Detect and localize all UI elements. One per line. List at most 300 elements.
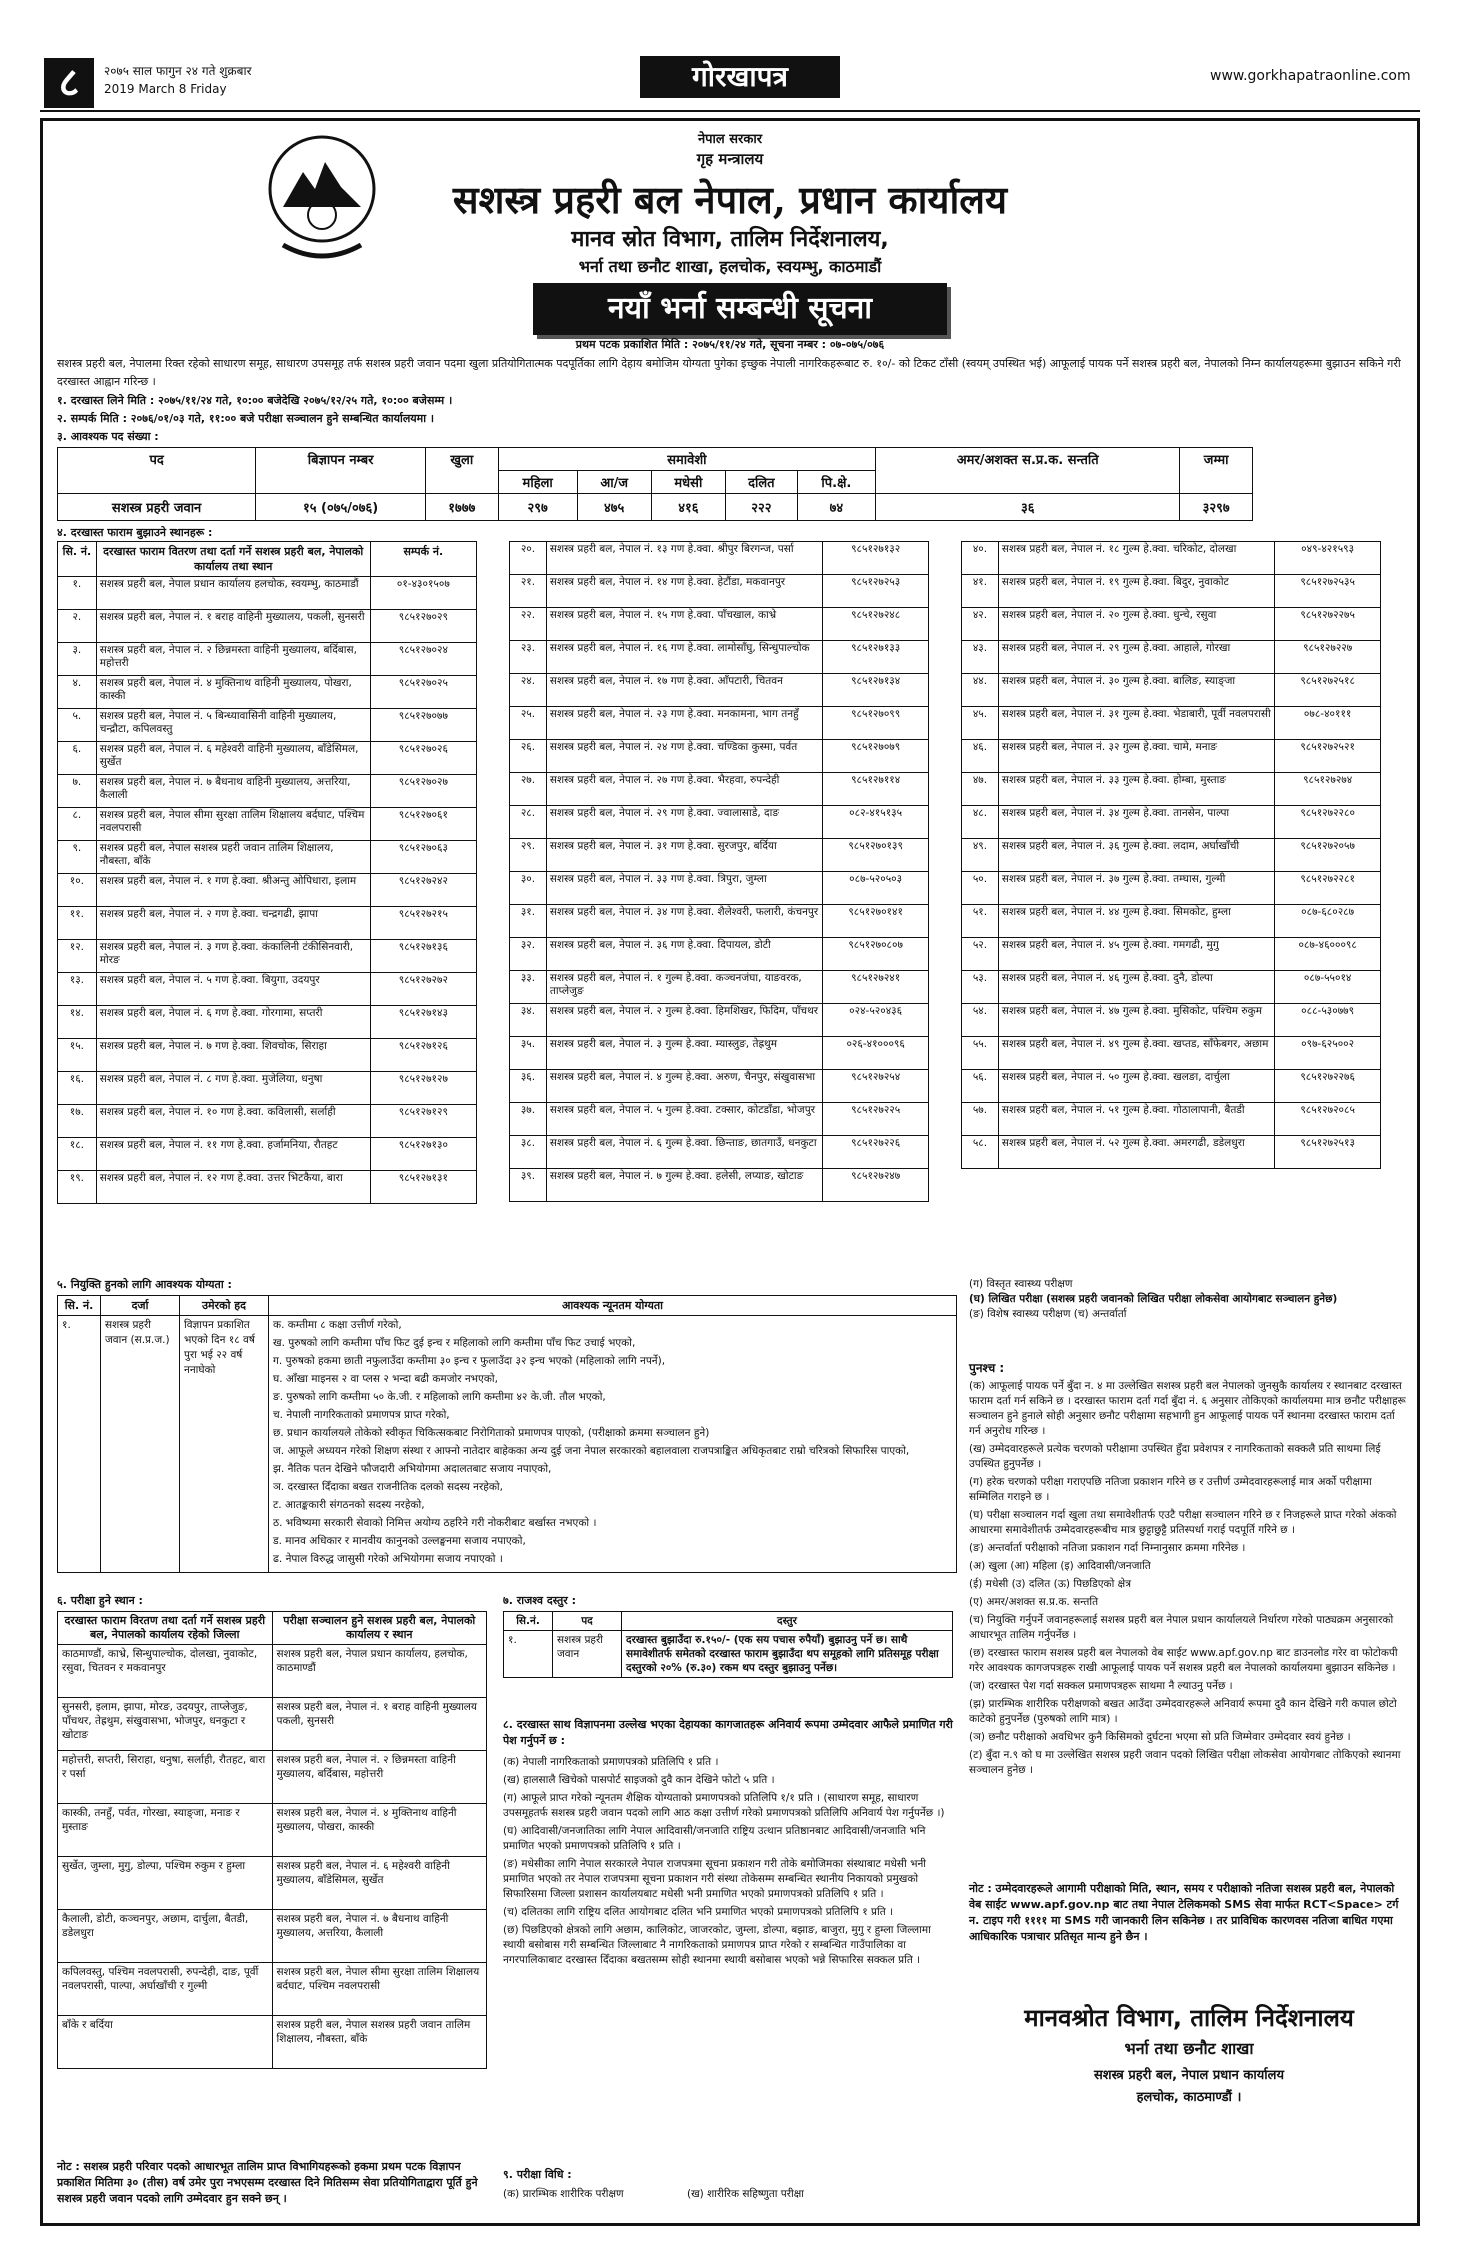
table-cell: ४१६ [651,494,725,521]
table-header: सि. नं. [58,542,97,577]
table-row [510,905,929,938]
row-number: २८. [510,806,547,839]
row-number: ३५. [510,1037,547,1070]
document-list [503,1755,953,1971]
contact-number: ९८५१२७१३३ [823,641,929,674]
row-number: ९. [58,841,97,874]
office-list-table-1 [57,541,477,1204]
row-number: १४. [58,1006,97,1039]
row-number: १६. [58,1072,97,1105]
note-results: नोट : उम्मेदवारहरूले आगामी परीक्षाको मिति, स्थान, समय र परीक्षाको नतिजा सशस्त्र प्रहरी बल, नेपालको वेब साईट www.apf.gov.np बाट तथा नेपाल टेलिकमको SMS सेवा मार्फत RCT<Space> टर्ग न. टाइप गरी ११११ मा SMS गरी जानकारी लिन सकिनेछ । तर प्राविधिक कारणवस नतिजा बाधित गएमा आधिकारिक पत्राचार प्रतिसृत मान्य हुने छैन । [969,1882,1399,1943]
note-family-post: नोट : सशस्त्र प्रहरी परिवार पदको आधारभूत तालिम प्राप्त विभागियहरूको हकमा प्रथम पटक विज्ञापन प्रकाशित मितिमा ३० (तीस) वर्ष उमेर पुरा नभएसम्म दरखास्त दिने मितिसम्म सेवा प्रतियोगिताद्वारा पूर्ति हुने सशस्त्र प्रहरी जवान पदको लागि उम्मेदवार हुन सक्ने छन् । [57,2160,478,2205]
postscript-item: (ए) अमर/अशक्त स.प्र.क. सन्तति [969,1596,1099,1608]
office-address: सशस्त्र प्रहरी बल, नेपाल नं. १४ गण हे.क्वा. हेटौंडा, मकवानपुर [546,575,822,608]
contact-number: ९८५१२७१३१ [370,1171,476,1204]
table-row [510,872,929,905]
section-heading-documents: ८. दरखास्त साथ विज्ञापनमा उल्लेख भएका देहायका कागजातहरू अनिवार्य रूपमा उम्मेदवार आफैले प्रमाणित गरी पेश गर्नुपर्ने छ : [503,1718,953,1747]
office-address: सशस्त्र प्रहरी बल, नेपाल नं. १ गुल्म हे.क्वा. कञ्चनजंघा, याङवरक, ताप्लेजुङ [546,971,822,1004]
table-row [58,1039,477,1072]
organization-title: सशस्त्र प्रहरी बल नेपाल, प्रधान कार्यालय [452,177,1008,222]
contact-number: ९८५१२७०९९ [823,707,929,740]
table-row [58,2016,487,2069]
table-row [962,938,1381,971]
office-address: सशस्त्र प्रहरी बल, नेपाल नं. ४५ गुल्म हे.क्वा. गमगढी, मुगु [998,938,1274,971]
row-number: २९. [510,839,547,872]
qualification-item: ख. पुरुषको लागि कम्तीमा पाँच फिट दुई इन्च र महिलाको लागि कम्तीमा पाँच फिट उचाई भएको, [273,1337,636,1349]
office-address: सशस्त्र प्रहरी बल, नेपाल नं. १२ गण हे.क्वा. उत्तर भिटकैया, बारा [96,1171,370,1204]
post-count-table [57,447,1253,521]
office-address: सशस्त्र प्रहरी बल, नेपाल नं. ४६ गुल्म हे.क्वा. दुनै, डोल्पा [998,971,1274,1004]
table-row [510,674,929,707]
qualification-item: झ. नैतिक पतन देखिने फौजदारी अभियोगमा अदालतबाट सजाय नपाएको, [273,1463,552,1475]
contact-number: ९८५१२७०१३९ [823,839,929,872]
row-number: २३. [510,641,547,674]
postscript-item: (क) आफूलाई पायक पर्ने बुँदा न. ४ मा उल्लेखित सशस्त्र प्रहरी बल नेपालको जुनसुकै कार्यालय र स्थानबाट दरखास्त फाराम दर्ता गर्न सकिने छ । दरखास्त फाराम दर्ता गर्दा बुँदा नं. ६ अनुसार तोकिएको कार्यालयमा मात्र छनौट परीक्षाहरू सञ्चालन हुने हुनाले सोही अनुसार छनौट परीक्षामा सहभागी हुन आफूलाई पायक पर्ने स्थानमा दरखास्त फाराम दर्ता गर्न अनुरोध गरिन्छ । [969,1380,1406,1437]
office-address: सशस्त्र प्रहरी बल, नेपाल नं. ४४ गुल्म हे.क्वा. सिमकोट, हुम्ला [998,905,1274,938]
postscript-item: (च) नियुक्ति गर्नुपर्ने जवानहरूलाई सशस्त्र प्रहरी बल नेपाल प्रधान कार्यालयले निर्धारण गरेको पाठ्यक्रम अनुसारको आधारभूत तालिम गर्नुपर्नेछ । [969,1614,1394,1641]
table-cell: २२२ [726,494,798,521]
qualification-item: ग. पुरुषको हकमा छाती नफुलाउँदा कम्तीमा ३० इन्च र फुलाउँदा ३२ इन्च भएको (महिलाको लागि नपर्ने), [273,1355,666,1367]
table-row [58,940,477,973]
office-address: सशस्त्र प्रहरी बल, नेपाल नं. १७ गण हे.क्वा. आँपटारी, चितवन [546,674,822,707]
contact-number: ९८५१२७१२९ [370,1105,476,1138]
table-row [58,1645,487,1698]
table-row [58,494,1253,521]
contact-number: ९८५१२७२२५ [823,1103,929,1136]
office-address: सशस्त्र प्रहरी बल, नेपाल नं. ३२ गुल्म हे.क्वा. चामे, मनाङ [998,740,1274,773]
office-address: सशस्त्र प्रहरी बल, नेपाल नं. ३१ गुल्म हे.क्वा. भेडाबारी, पूर्वी नवलपरासी [998,707,1274,740]
row-number: ३९. [510,1169,547,1202]
office-address: सशस्त्र प्रहरी बल, नेपाल नं. ५ गण हे.क्वा. बियुगा, उदयपुर [96,973,370,1006]
contact-number: ९८५१२७२४८ [823,608,929,641]
postscript-item: (ङ) अन्तर्वार्ता परीक्षाको नतिजा प्रकाशन गर्दा निम्नानुसार क्रममा गरिनेछ । [969,1542,1246,1554]
table-row [58,742,477,775]
row-number: ५१. [962,905,999,938]
exam-method-item: (ग) विस्तृत स्वास्थ्य परीक्षण [969,1278,1073,1290]
table-row [58,841,477,874]
contact-number: ९८५१२७०२५ [370,676,476,709]
qualification-item: घ. आँखा माइनस २ वा प्लस २ भन्दा बढी कमजोर नभएको, [273,1373,498,1385]
office-address: सशस्त्र प्रहरी बल, नेपाल नं. ६ महेश्वरी वाहिनी मुख्यालय, बाँडेसिमल, सुर्खेत [96,742,370,775]
table-row [58,610,477,643]
office-address: सशस्त्र प्रहरी बल, नेपाल नं. १० गण हे.क्वा. कविलासी, सर्लाही [96,1105,370,1138]
row-number: ३३. [510,971,547,1004]
signature-section: भर्ना तथा छनौट शाखा [1124,2039,1254,2058]
postscript-item: (अ) खुला (आ) महिला (इ) आदिवासी/जनजाति [969,1560,1151,1572]
office-address: सशस्त्र प्रहरी बल, नेपाल नं. ३ गुल्म हे.क्वा. म्यास्लुङ, तेह्रथुम [546,1037,822,1070]
table-row [58,1804,487,1857]
exam-office: सशस्त्र प्रहरी बल, नेपाल प्रधान कार्यालय, हलचोक, काठमाण्डौं [272,1645,487,1698]
postscript-item: (घ) परीक्षा सञ्चालन गर्दा खुला तथा समावेशीतर्फ एउटै परीक्षा सञ्चालन गरिने छ र निजहरूले प्राप्त गरेको अंकको आधारमा समावेशीतर्फ उम्मेदवारहरूबीच मात्र छुट्टाछुट्टै प्रतिस्पर्धा गराई पदपूर्ति गरिने छ । [969,1509,1397,1536]
table-row [58,577,477,610]
row-number: १५. [58,1039,97,1072]
table-row [510,1070,929,1103]
exam-method-item: (क) प्रारम्भिक शारीरिक परीक्षण [503,2188,624,2200]
publication-info: प्रथम पटक प्रकाशित मिति : २०७५/११/२४ गते, सूचना नम्बर : ०७-०७५/०७६ [575,338,885,351]
document-item: (ग) आफूले प्राप्त गरेको न्यूनतम शैक्षिक योग्यताको प्रमाणपत्रको प्रतिलिपि १/१ प्रति । (साधारण समूह, साधारण उपसमूहतर्फ सशस्त्र प्रहरी जवान पदको लागि आठ कक्षा उत्तीर्ण गरेको प्रमाणपत्रको प्रतिलिपि अनिवार्य पेश गर्नुपर्नेछ ।) [503,1792,945,1819]
contact-number: ९८५१२७१४३ [370,1006,476,1039]
row-number: ३७. [510,1103,547,1136]
exam-method-list [503,2187,804,2201]
row-number: ४७. [962,773,999,806]
page-number: ८ [44,58,94,108]
table-subheader: महिला [498,471,577,494]
office-address: सशस्त्र प्रहरी बल, नेपाल नं. ५० गुल्म हे.क्वा. खलङा, दार्चुला [998,1070,1274,1103]
table-subheader: पि.क्षे. [797,471,876,494]
table-cell: दरखास्त बुझाउँदा रु.१५०/- (एक सय पचास रुपैयाँ) बुझाउनु पर्ने छ। साथै समावेशीतर्फ समेतको दरखास्त फाराम बुझाउँदा थप समूहको लागि प्रतिसमूह परीक्षा दस्तुरको २०% (रु.३०) रकम थप दस्तुर बुझाउनु पर्नेछ। [622,1631,953,1678]
table-row [58,1138,477,1171]
section-heading-qualifications: ५. नियुक्ति हुनको लागि आवश्यक योग्यता : [57,1278,232,1291]
office-address: सशस्त्र प्रहरी बल, नेपाल नं. २ गण हे.क्वा. चन्द्रगढी, झापा [96,907,370,940]
table-cell: २९७ [498,494,577,521]
row-number: १. [58,577,97,610]
table-header: अमर/अशक्त स.प्र.क. सन्तति [876,448,1180,494]
table-row [962,1136,1381,1169]
table-row [962,806,1381,839]
table-row [58,676,477,709]
table-row [510,575,929,608]
exam-office: सशस्त्र प्रहरी बल, नेपाल नं. २ छिन्नमस्ता वाहिनी मुख्यालय, बर्दिबास, महोत्तरी [272,1751,487,1804]
row-number: ४६. [962,740,999,773]
table-row [510,641,929,674]
contact-number: ९८५१२७२०८५ [1275,1103,1381,1136]
office-address: सशस्त्र प्रहरी बल, नेपाल नं. ४ गुल्म हे.क्वा. अरुण, चैनपुर, संखुवासभा [546,1070,822,1103]
contact-number: ९८५१२७०६३ [370,841,476,874]
exam-office: सशस्त्र प्रहरी बल, नेपाल नं. ७ बैधनाथ वाहिनी मुख्यालय, अत्तरिया, कैलाली [272,1910,487,1963]
contact-number: ९८५१२७०८०७ [823,938,929,971]
row-number: २६. [510,740,547,773]
table-row [504,1631,953,1678]
postscript-item: (ट) बुँदा न.९ को घ मा उल्लेखित सशस्त्र प्रहरी जवान पदको लिखित परीक्षा लोकसेवा आयोगबाट तोकिएको स्थानमा सञ्चालन हुनेछ । [969,1749,1401,1776]
contact-number: ९८५१२७२२६ [823,1136,929,1169]
office-address: सशस्त्र प्रहरी बल, नेपाल नं. ६ गण हे.क्वा. गोरगामा, सप्तरी [96,1006,370,1039]
exam-method-continued [969,1277,1409,1322]
row-number: ३६. [510,1070,547,1103]
row-number: २. [58,610,97,643]
postscript-item: (ञ) छनौट परीक्षाको अवधिभर कुनै किसिमको दुर्घटना भएमा सो प्रति जिम्मेवार उम्मेदवार स्वयं हुनेछ । [969,1731,1351,1743]
postscript-item: (ई) मधेसी (उ) दलित (ऊ) पिछडिएको क्षेत्र [969,1578,1132,1590]
exam-office: सशस्त्र प्रहरी बल, नेपाल सशस्त्र प्रहरी जवान तालिम शिक्षालय, नौबस्ता, बाँके [272,2016,487,2069]
ministry-title: गृह मन्त्रालय [696,150,764,168]
row-number: ६. [58,742,97,775]
date-english: 2019 March 8 Friday [104,82,227,96]
table-row [510,773,929,806]
qualification-item: ञ. दरखास्त दिँदाका बखत राजनीतिक दलको सदस्य नरहेको, [273,1481,503,1493]
table-row [58,1072,477,1105]
table-cell: ३२९७ [1180,494,1253,521]
office-address: सशस्त्र प्रहरी बल, नेपाल नं. ७ गण हे.क्वा. शिवचोक, सिराहा [96,1039,370,1072]
intro-paragraph: सशस्त्र प्रहरी बल, नेपालमा रिक्त रहेको साधारण समूह, साधारण उपसमूह तर्फ सशस्त्र प्रहरी जवान पदमा खुला प्रतियोगितात्मक पदपूर्तिका लागि देहाय बमोजिम योग्यता पुगेका इच्छुक नेपाली नागरिकहरूबाट रु. १०/- को टिकट टाँसी (स्वयम् उपस्थित भई) आफूलाई पायक पर्ने सशस्त्र प्रहरी बल, नेपालको निम्न कार्यालयहरूमा बुझाउन सकिने गरी दरखास्त आह्वान गरिन्छ । [57,357,1401,388]
office-address: सशस्त्र प्रहरी बल, नेपाल नं. ४७ गुल्म हे.क्वा. मुसिकोट, पश्चिम रुकुम [998,1004,1274,1037]
qualification-table [57,1295,957,1573]
contact-number: ९८५१२७०१४१ [823,905,929,938]
document-item: (ङ) मधेसीका लागि नेपाल सरकारले नेपाल राजपत्रमा सूचना प्रकाशन गरी तोके बमोजिमका संस्थाबाट मधेसी भनी प्रमाणित भएको तर नेपाल राजपत्रमा सूचना प्रकाशन गरी संस्था तोकेसम्म सम्बन्धित स्थानीय निकायको प्रमुखको सिफारिसमा जिल्ला प्रशासन कार्यालयबाट मधेसी भनी प्रमाणित भएको प्रमाणपत्रको प्रतिलिपि १ प्रति । [503,1858,927,1900]
contact-number: ९८५१२७०७९ [823,740,929,773]
table-row [58,1105,477,1138]
contact-number: ९८५१२७०२६ [370,742,476,775]
row-number: १०. [58,874,97,907]
table-header: दस्तुर [622,1612,953,1631]
postscript-item: (झ) प्रारम्भिक शारीरिक परीक्षणको बखत आउँदा उम्मेदवारहरूले अनिवार्य रूपमा दुवै कान देखिने गरी कपाल छोटो काटेको हुनुपर्नेछ (पुरुषको लागि मात्र) । [969,1698,1397,1725]
row-number: २५. [510,707,547,740]
table-row [58,1171,477,1204]
office-address: सशस्त्र प्रहरी बल, नेपाल नं. ५ गुल्म हे.क्वा. टक्सार, कोटडाँडा, भोजपुर [546,1103,822,1136]
contact-number: ९८५१२७२२७५ [1275,608,1381,641]
table-row [962,674,1381,707]
contact-number: ९८५१२७१२७ [370,1072,476,1105]
office-address: सशस्त्र प्रहरी बल, नेपाल नं. ३४ गण हे.क्वा. शैलेश्वरी, फलारी, कंचनपुर [546,905,822,938]
district-list: कपिलवस्तु, पश्चिम नवलपरासी, रुपन्देही, दाङ, पूर्वी नवलपरासी, पाल्पा, अर्घाखाँची र गुल्मी [58,1963,273,2016]
table-row [962,1037,1381,1070]
office-address: सशस्त्र प्रहरी बल, नेपाल नं. ३० गुल्म हे.क्वा. बालिङ, स्याङ्जा [998,674,1274,707]
office-address: सशस्त्र प्रहरी बल, नेपाल नं. १ गण हे.क्वा. श्रीअन्तु ओपिधारा, इलाम [96,874,370,907]
office-list-table-2 [509,541,929,1202]
office-address: सशस्त्र प्रहरी बल, नेपाल प्रधान कार्यालय हलचोक, स्वयम्भु, काठमाडौं [96,577,370,610]
qualification-item: ठ. भविष्यमा सरकारी सेवाको निमित्त अयोग्य ठहरिने गरी नोकरीबाट बर्खास्त नभएको । [273,1517,597,1529]
row-number: ३१. [510,905,547,938]
office-address: सशस्त्र प्रहरी बल, नेपाल नं. २ छिन्नमस्ता वाहिनी मुख्यालय, बर्दिबास, महोत्तरी [96,643,370,676]
district-list: सुर्खेत, जुम्ला, मुगु, डोल्पा, पश्चिम रुकुम र हुम्ला [58,1857,273,1910]
row-number: ३८. [510,1136,547,1169]
district-list: महोत्तरी, सप्तरी, सिराहा, धनुषा, सर्लाही, रौतहट, बारा र पर्सा [58,1751,273,1804]
section-heading-offices: ४. दरखास्त फाराम बुझाउने स्थानहरू : [57,526,213,539]
qualification-list [269,1316,957,1573]
contact-number: ९८५१२७१३० [370,1138,476,1171]
table-cell: सशस्त्र प्रहरी जवान [553,1631,622,1678]
table-row [962,905,1381,938]
row-number: ५२. [962,938,999,971]
office-address: सशस्त्र प्रहरी बल, नेपाल नं. ३ गण हे.क्वा. कंकालिनी टंकीसिनवारी, मोरङ [96,940,370,973]
row-number: ५८. [962,1136,999,1169]
exam-office: सशस्त्र प्रहरी बल, नेपाल सीमा सुरक्षा तालिम शिक्षालय बर्दघाट, पश्चिम नवलपरासी [272,1963,487,2016]
district-list: काठमाण्डौं, काभ्रे, सिन्धुपाल्चोक, दोलखा, नुवाकोट, रसुवा, चितवन र मकवानपुर [58,1645,273,1698]
office-address: सशस्त्र प्रहरी बल, नेपाल नं. ४ मुक्तिनाथ वाहिनी मुख्यालय, पोखरा, कास्की [96,676,370,709]
header-divider [40,110,1420,112]
contact-number: ९८५१२७१३६ [370,940,476,973]
row-number: ४९. [962,839,999,872]
office-address: सशस्त्र प्रहरी बल, नेपाल नं. २९ गण हे.क्वा. ज्वालासाडे, दाङ [546,806,822,839]
newspaper-name: गोरखापत्र [640,56,840,98]
contact-number: ०९७-६२५००२ [1275,1037,1381,1070]
office-address: सशस्त्र प्रहरी बल, नेपाल नं. ३१ गण हे.क्वा. सुरजपुर, बर्दिया [546,839,822,872]
fee-table [503,1611,953,1678]
contact-number: ९८५१२७०२९ [370,610,476,643]
exam-method-item: (घ) लिखित परीक्षा (सशस्त्र प्रहरी जवानको लिखित परीक्षा लोकसेवा आयोगबाट सञ्चालन हुनेछ) [969,1293,1338,1305]
contact-number: ९८५१२७१३४ [823,674,929,707]
row-number: ४. [58,676,97,709]
contact-number: ९८५१२७०६१ [370,808,476,841]
contact-number: ०७८-४०१११ [1275,707,1381,740]
contact-number: ९८५१२७२२८० [1275,806,1381,839]
row-number: ४८. [962,806,999,839]
contact-number: ९८५१२७२५१८ [1275,674,1381,707]
row-number: ३४. [510,1004,547,1037]
office-address: सशस्त्र प्रहरी बल, नेपाल नं. ६ गुल्म हे.क्वा. छिन्ताङ, छातगाउँ, धनकुटा [546,1136,822,1169]
row-number: १९. [58,1171,97,1204]
row-number: ४१. [962,575,999,608]
contact-number: ९८५१२७१३२ [823,542,929,575]
contact-number: ९८५१२७२४१ [823,971,929,1004]
table-cell: १. [504,1631,553,1678]
table-row [58,1857,487,1910]
contact-number: ०८७-४६०००९८ [1275,938,1381,971]
row-number: ५०. [962,872,999,905]
table-row [58,1963,487,2016]
office-address: सशस्त्र प्रहरी बल, नेपाल नं. ५२ गुल्म हे.क्वा. अमरगढी, डडेलधुरा [998,1136,1274,1169]
district-list: सुनसरी, इलाम, झापा, मोरङ, उदयपुर, ताप्लेजुङ, पाँचथर, तेह्रथुम, संखुवासभा, भोजपुर, धनकुटा र खोटाङ [58,1698,273,1751]
application-date: १. दरखास्त लिने मिति : २०७५/११/२४ गते, १०:०० बजेदेखि २०७५/१२/२५ गते, १०:०० बजेसम्म । [57,394,453,407]
table-row [58,1751,487,1804]
exam-venue-table [57,1611,487,2069]
office-address: सशस्त्र प्रहरी बल, नेपाल नं. १६ गण हे.क्वा. लामोसाँघु, सिन्धुपाल्चोक [546,641,822,674]
office-address: सशस्त्र प्रहरी बल, नेपाल नं. ५१ गुल्म हे.क्वा. गोठालापानी, बैतडी [998,1103,1274,1136]
row-number: ५६. [962,1070,999,1103]
website-url[interactable]: www.gorkhapatraonline.com [1210,68,1411,84]
table-header: उमेरको हद [180,1296,269,1316]
postscript-item: (ज) दरखास्त पेश गर्दा सक्कल प्रमाणपत्रहरू साथमा नै ल्याउनु पर्नेछ । [969,1680,1233,1692]
notice-banner: नयाँ भर्ना सम्बन्धी सूचना [533,283,947,335]
row-number: ७. [58,775,97,808]
row-number: २१. [510,575,547,608]
row-number: ३. [58,643,97,676]
table-row [510,806,929,839]
section-heading-posts: ३. आवश्यक पद संख्या : [57,430,159,443]
office-address: सशस्त्र प्रहरी बल, नेपाल नं. ३४ गुल्म हे.क्वा. तानसेन, पाल्पा [998,806,1274,839]
table-header: दरखास्त फाराम विरतण तथा दर्ता गर्ने सशस्त्र प्रहरी बल, नेपालको कार्यालय रहेको जिल्ला [58,1612,273,1645]
section-heading-fee: ७. राजश्व दस्तुर : [503,1594,576,1607]
district-list: कास्की, तनहुँ, पर्वत, गोरखा, स्याङ्जा, मनाङ र मुस्ताङ [58,1804,273,1857]
district-list: कैलाली, डोटी, कञ्चनपुर, अछाम, दार्चुला, बैतडी, डडेलधुरा [58,1910,273,1963]
table-row [58,907,477,940]
table-row [962,575,1381,608]
qualification-item: छ. प्रधान कार्यालयले तोकेको स्वीकृत चिकित्सकबाट निरोगिताको प्रमाणपत्र पाएको, (परीक्षाको क्रममा सञ्चालन हुने) [273,1427,710,1439]
row-number: ११. [58,907,97,940]
table-header: सि.नं. [504,1612,553,1631]
document-item: (च) दलितका लागि राष्ट्रिय दलित आयोगबाट दलित भनि प्रमाणित भएको प्रमाणपत्रको प्रतिलिपि १ प्रति । [503,1906,894,1918]
row-number: ४०. [962,542,999,575]
table-header: पद [553,1612,622,1631]
row-number: १३. [58,973,97,1006]
office-address: सशस्त्र प्रहरी बल, नेपाल नं. ५ बिन्ध्यावासिनी वाहिनी मुख्यालय, चन्द्रौटा, कपिलवस्तु [96,709,370,742]
table-header: आवश्यक न्यूनतम योग्यता [269,1296,957,1316]
exam-office: सशस्त्र प्रहरी बल, नेपाल नं. ६ महेश्वरी वाहिनी मुख्यालय, बाँडेसिमल, सुर्खेत [272,1857,487,1910]
postscript-list [969,1379,1409,1781]
contact-number: ९८५१२७२५२१ [1275,740,1381,773]
office-address: सशस्त्र प्रहरी बल, नेपाल सीमा सुरक्षा तालिम शिक्षालय बर्दघाट, पश्चिम नवलपरासी [96,808,370,841]
office-address: सशस्त्र प्रहरी बल, नेपाल नं. १९ गुल्म हे.क्वा. बिदुर, नुवाकोट [998,575,1274,608]
contact-number: ०८७-५५०१४ [1275,971,1381,1004]
table-row [58,874,477,907]
table-row [58,709,477,742]
contact-number: ९८५१२७२७४ [1275,773,1381,806]
government-title: नेपाल सरकार [697,132,763,147]
qualification-item: ङ. पुरुषको लागि कम्तीमा ५० के.जी. र महिलाको लागि कम्तीमा ४२ के.जी. तौल भएको, [273,1391,606,1403]
table-subheader: दलित [726,471,798,494]
row-number: ४३. [962,641,999,674]
row-number: २७. [510,773,547,806]
contact-number: ९८५१२७११४ [823,773,929,806]
row-number: १७. [58,1105,97,1138]
contact-number: ९८५१२७२०५७ [1275,839,1381,872]
table-cell: १५ (०७५/०७६) [256,494,426,521]
table-row [58,1316,957,1573]
table-cell: ७४ [797,494,876,521]
row-number: ८. [58,808,97,841]
document-item: (क) नेपाली नागरिकताको प्रमाणपत्रको प्रतिलिपि १ प्रति । [503,1756,719,1768]
table-header: समावेशी [498,448,875,471]
qualification-item: ड. मानव अधिकार र मानवीय कानुनको उल्लङ्घनमा सजाय नपाएको, [273,1535,526,1547]
table-header: जम्मा [1180,448,1253,494]
qualification-item: ढ. नेपाल विरुद्ध जासुसी गरेको अभियोगमा सजाय नपाएको । [273,1553,503,1565]
office-list-table-3 [961,541,1381,1169]
row-number: ३०. [510,872,547,905]
table-row [510,1004,929,1037]
row-number: ४२. [962,608,999,641]
table-header: पद [58,448,256,494]
contact-number: ०८७-६८०२८७ [1275,905,1381,938]
office-address: सशस्त्र प्रहरी बल, नेपाल नं. ३७ गुल्म हे.क्वा. तम्घास, गुल्मी [998,872,1274,905]
row-number: ५. [58,709,97,742]
table-row [510,608,929,641]
table-row [962,542,1381,575]
row-number: ४४. [962,674,999,707]
table-row [510,707,929,740]
exam-office: सशस्त्र प्रहरी बल, नेपाल नं. १ बराह वाहिनी मुख्यालय पकली, सुनसरी [272,1698,487,1751]
contact-number: ९८५१२७०२४ [370,643,476,676]
table-cell: १७७७ [426,494,499,521]
office-address: सशस्त्र प्रहरी बल, नेपाल नं. २४ गण हे.क्वा. चण्डिका कुस्मा, पर्वत [546,740,822,773]
table-row [510,740,929,773]
table-row [962,1070,1381,1103]
row-number: ५५. [962,1037,999,1070]
contact-number: ९८५१२७२५४ [823,1070,929,1103]
row-number: ४५. [962,707,999,740]
postscript-item: (ग) हरेक चरणको परीक्षा गराएपछि नतिजा प्रकाशन गरिने छ र उत्तीर्ण उम्मेदवारहरूलाई मात्र अर्को परीक्षामा सम्मिलित गराइने छ । [969,1476,1372,1503]
contact-number: ९८५१२७०७७ [370,709,476,742]
contact-number: ९८५१२७२४७ [823,1169,929,1202]
table-header: दर्जा [101,1296,180,1316]
signature-location: हलचोक, काठमाण्डौं । [1136,2090,1242,2105]
table-row [510,839,929,872]
office-address: सशस्त्र प्रहरी बल, नेपाल नं. १ बराह वाहिनी मुख्यालय, पकली, सुनसरी [96,610,370,643]
row-number: २०. [510,542,547,575]
table-cell: सशस्त्र प्रहरी जवान (स.प्र.ज.) [101,1316,180,1573]
row-number: १८. [58,1138,97,1171]
table-row [962,707,1381,740]
contact-number: ०२६-४१०००९६ [823,1037,929,1070]
postscript-item: (ख) उम्मेदवारहरूले प्रत्येक चरणको परीक्षामा उपस्थित हुँदा प्रवेशपत्र र नागरिकताको सक्कलै प्रति साथमा लिई उपस्थित हुनुपर्नेछ । [969,1443,1381,1470]
row-number: १२. [58,940,97,973]
office-address: सशस्त्र प्रहरी बल, नेपाल नं. ७ गुल्म हे.क्वा. हलेसी, लप्याङ, खोटाङ [546,1169,822,1202]
table-header: दरखास्त फाराम वितरण तथा दर्ता गर्ने सशस्त्र प्रहरी बल, नेपालको कार्यालय तथा स्थान [96,542,370,577]
table-row [510,1136,929,1169]
contact-number: ०८८-५३०७७९ [1275,1004,1381,1037]
qualification-item: च. नेपाली नागरिकताको प्रमाणपत्र प्राप्त गरेको, [273,1409,450,1421]
table-cell: सशस्त्र प्रहरी जवान [58,494,256,521]
office-address: सशस्त्र प्रहरी बल, नेपाल नं. १३ गण हे.क्वा. श्रीपुर बिरगन्ज, पर्सा [546,542,822,575]
signature-office: सशस्त्र प्रहरी बल, नेपाल प्रधान कार्यालय [1093,2068,1285,2083]
table-row [58,1698,487,1751]
table-row [510,1103,929,1136]
contact-number: ०८२-४१५१३५ [823,806,929,839]
table-header: परीक्षा सञ्चालन हुने सशस्त्र प्रहरी बल, नेपालको कार्यालय र स्थान [272,1612,487,1645]
row-number: ५७. [962,1103,999,1136]
table-subheader: मधेसी [651,471,725,494]
table-row [58,643,477,676]
office-address: सशस्त्र प्रहरी बल, नेपाल सशस्त्र प्रहरी जवान तालिम शिक्षालय, नौबस्ता, बाँके [96,841,370,874]
office-address: सशस्त्र प्रहरी बल, नेपाल नं. २९ गुल्म हे.क्वा. आहाले, गोरखा [998,641,1274,674]
table-row [58,1910,487,1963]
